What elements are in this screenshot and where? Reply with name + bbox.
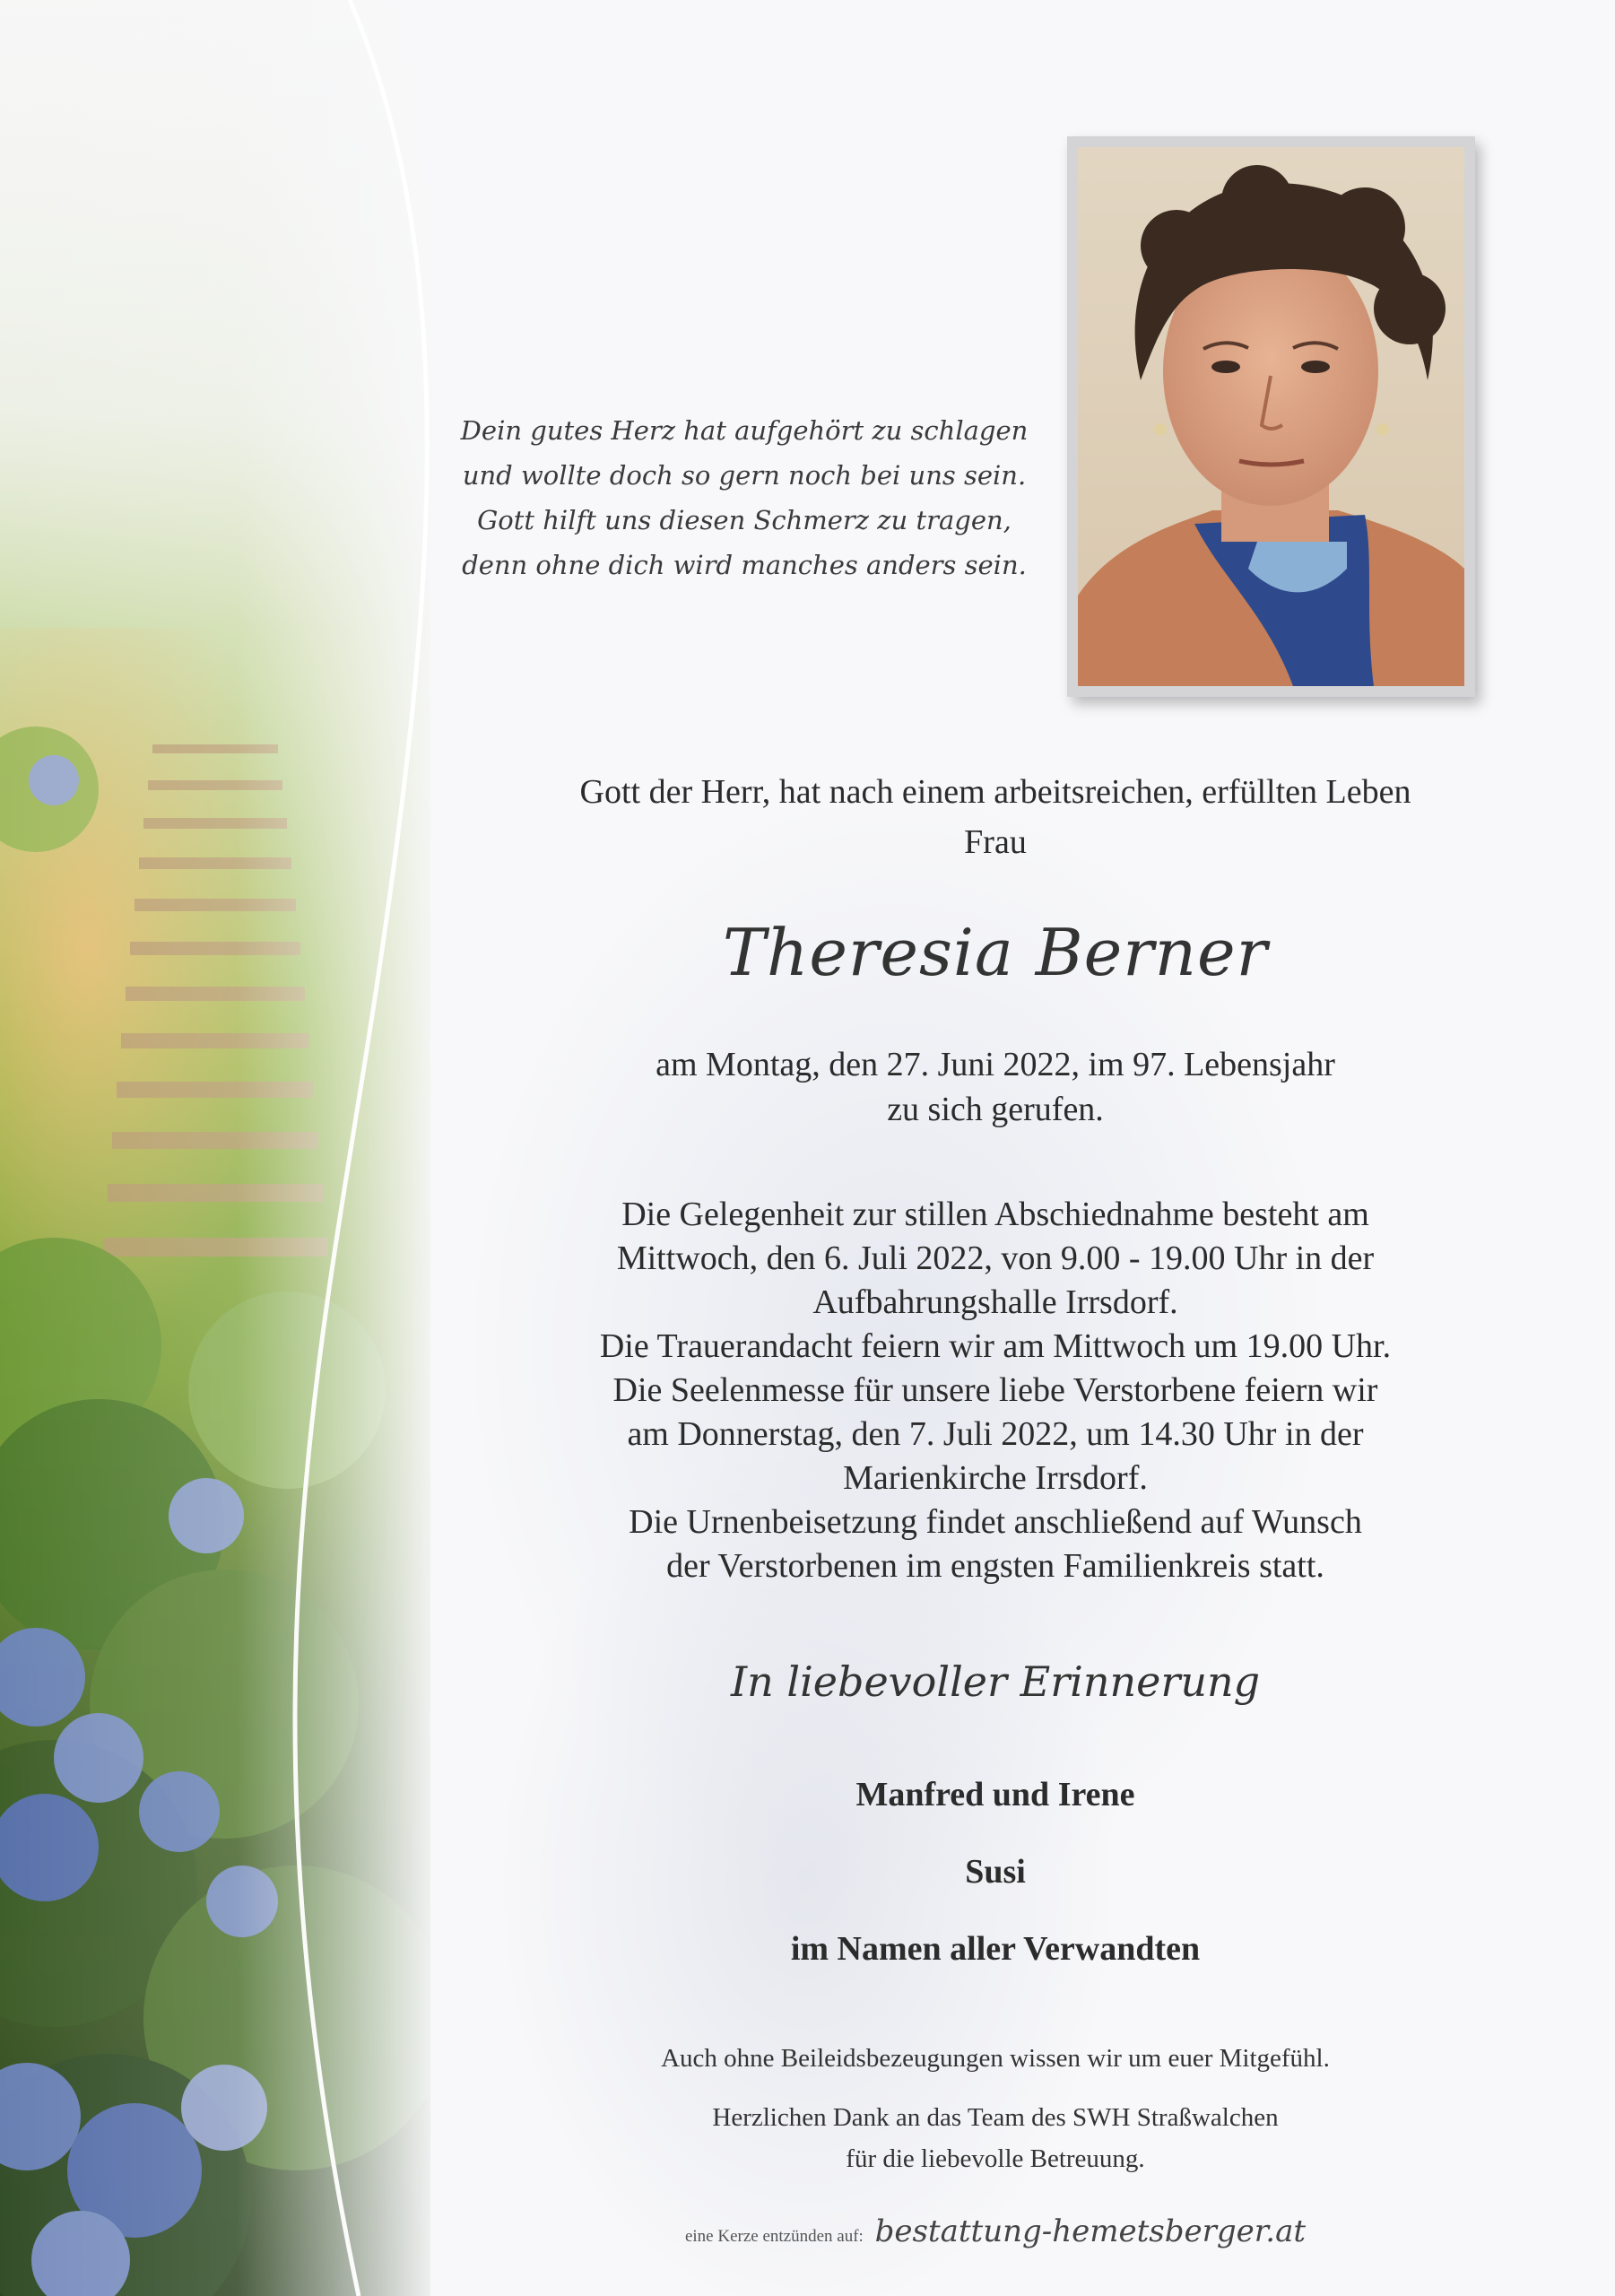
garden-stairs-image — [0, 0, 430, 2296]
family-member: Susi — [965, 1853, 1026, 1891]
quote-line: denn ohne dich wird manches anders sein. — [462, 550, 1027, 580]
portrait-frame — [1067, 136, 1475, 697]
family-member: Manfred und Irene — [855, 1776, 1135, 1813]
thanks-line: für die liebevolle Betreuung. — [846, 2144, 1145, 2173]
family-member: im Namen aller Verwandten — [790, 1930, 1201, 1968]
family-signatures — [502, 1756, 1489, 1987]
intro-text — [502, 767, 1489, 867]
intro-line: Gott der Herr, hat nach einem arbeitsreichen, erfüllten Leben — [579, 773, 1411, 811]
death-line: zu sich gerufen. — [887, 1091, 1104, 1128]
deceased-name: Theresia Berner — [722, 915, 1269, 990]
quote-line: Gott hilft uns diesen Schmerz zu tragen, — [477, 505, 1012, 535]
ceremony-details — [502, 1193, 1489, 1588]
quote-line: und wollte doch so gern noch bei uns sein. — [462, 460, 1027, 491]
details-line: Mittwoch, den 6. Juli 2022, von 9.00 - 19.00 Uhr in der — [616, 1239, 1375, 1277]
portrait-photo — [1078, 147, 1464, 686]
footer — [502, 2213, 1489, 2249]
details-line: Die Gelegenheit zur stillen Abschiednahme besteht am — [621, 1196, 1369, 1233]
details-line: Die Trauerandacht feiern wir am Mittwoch um 19.00 Uhr. — [599, 1327, 1392, 1365]
quote-line: Dein gutes Herz hat aufgehört zu schlagen — [460, 415, 1029, 446]
death-notice — [502, 1042, 1489, 1132]
death-line: am Montag, den 27. Juni 2022, im 97. Lebensjahr — [656, 1046, 1335, 1083]
remembrance-heading: In liebevoller Erinnerung — [730, 1657, 1261, 1706]
footer-website-link[interactable]: bestattung-hemetsberger.at — [874, 2213, 1307, 2249]
details-line: Die Urnenbeisetzung findet anschließend auf Wunsch — [629, 1503, 1362, 1541]
details-line: am Donnerstag, den 7. Juli 2022, um 14.30 Uhr in der — [627, 1415, 1364, 1453]
memorial-quote — [448, 408, 1040, 587]
details-line: Aufbahrungshalle Irrsdorf. — [812, 1283, 1178, 1321]
footer-label: eine Kerze entzünden auf: — [684, 2227, 864, 2246]
details-line: der Verstorbenen im engsten Familienkreis statt. — [666, 1547, 1324, 1585]
thanks-line: Auch ohne Beileidsbezeugungen wissen wir um euer Mitgefühl. — [661, 2044, 1330, 2073]
thanks-line: Herzlichen Dank an das Team des SWH Straßwalchen — [712, 2103, 1279, 2132]
thanks-text — [502, 2038, 1489, 2179]
intro-title: Frau — [964, 823, 1027, 861]
details-line: Marienkirche Irrsdorf. — [843, 1459, 1148, 1497]
details-line: Die Seelenmesse für unsere liebe Verstorbene feiern wir — [612, 1371, 1378, 1409]
